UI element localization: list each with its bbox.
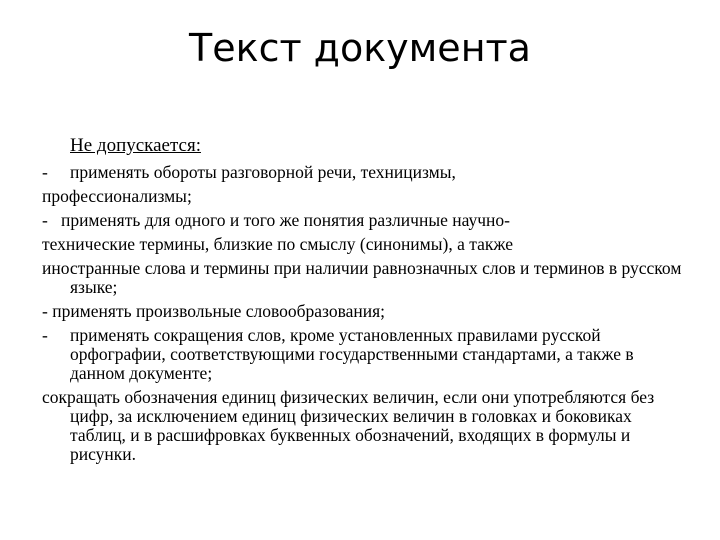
list-item-abbreviations <box>42 326 692 383</box>
list-item-continuation: профессионализмы; <box>42 186 192 206</box>
section-heading: Не допускается: <box>70 135 201 156</box>
list-item-continuation: технические термины, близкие по смыслу (синонимы), а также <box>42 234 513 254</box>
list-item-units: сокращать обозначения единиц физических величин, если они употребляются без цифр, за исключением единиц физических величин в головках и боковиках таблиц, и в расшифровках буквенных обозначений, входящих в формулы и рисунки. <box>42 387 655 464</box>
list-item-text: применять сокращения слов, кроме установленных правилами русской орфографии, соответствующими государственными стандартами, а также в данном документе; <box>70 325 634 383</box>
dash-bullet: - <box>42 162 48 182</box>
list-item-continuation: иностранные слова и термины при наличии равнозначных слов и терминов в русском языке; <box>42 258 682 297</box>
list-item-synonyms: - применять для одного и того же понятия различные научно- <box>42 210 510 230</box>
document-body <box>42 136 692 469</box>
list-item-text: применять обороты разговорной речи, техницизмы, <box>70 162 456 182</box>
list-item-colloquial <box>42 163 692 182</box>
page-title: Текст документа <box>189 26 531 70</box>
list-item-word-formation: - применять произвольные словообразования; <box>42 301 386 321</box>
dash-bullet: - <box>42 325 48 345</box>
